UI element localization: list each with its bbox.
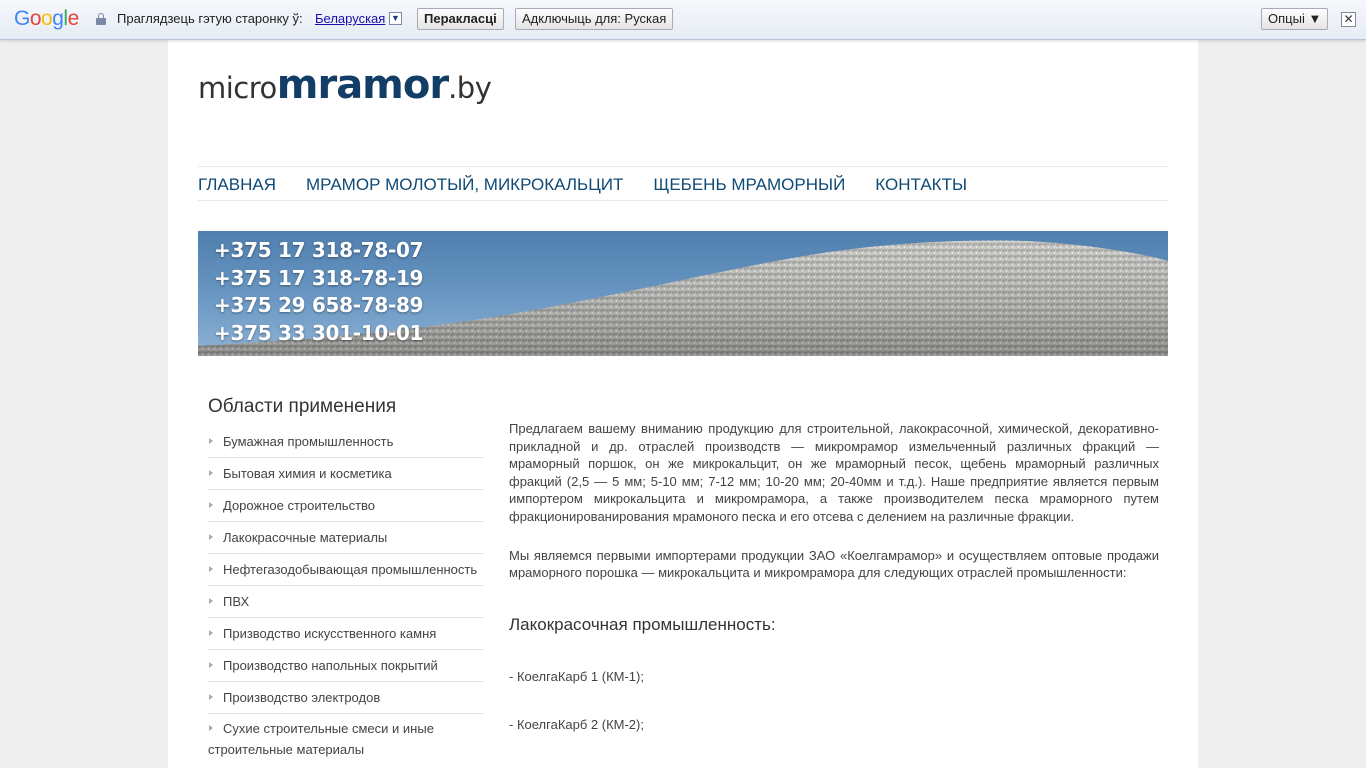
phone-number: +375 29 658-78-89 [214, 293, 424, 317]
nav-item-contacts[interactable]: КОНТАКТЫ [875, 175, 968, 194]
sidebar-item-pvc[interactable] [208, 586, 484, 618]
sidebar-item-label: Производство напольных покрытий [223, 658, 438, 673]
disable-translate-button[interactable]: Адключыць для: Руская [515, 8, 673, 30]
sidebar-item-household-chemistry[interactable] [208, 458, 484, 490]
google-logo-letter: G [14, 7, 30, 30]
phone-number: +375 17 318-78-19 [214, 265, 424, 290]
google-logo-letter: g [52, 7, 64, 30]
section-title: Лакокрасочная промышленность: [509, 614, 776, 634]
header-banner [198, 231, 1168, 356]
phone-list [214, 237, 423, 347]
sidebar-item-artificial-stone[interactable] [208, 618, 484, 650]
sidebar-item-paper[interactable] [208, 426, 484, 458]
sidebar-item-label: Бумажная промышленность [223, 434, 394, 449]
nav-item-marble-powder[interactable]: МРАМОР МОЛОТЫЙ, МИКРОКАЛЬЦИТ [305, 175, 624, 194]
main-nav [198, 166, 1168, 201]
language-select[interactable]: Беларуская [315, 11, 386, 26]
arrow-right-icon [209, 662, 213, 668]
arrow-right-icon [209, 438, 213, 444]
page-container [168, 40, 1198, 768]
product-item: - КоелгаКарб 1 (КМ-1); [509, 668, 644, 684]
sidebar-item-label: Сухие строительные смеси и иные строительные материалы [208, 721, 434, 757]
sidebar-item-floor-coverings[interactable] [208, 650, 484, 682]
arrow-right-icon [209, 725, 213, 731]
sidebar-item-oil-gas[interactable] [208, 554, 484, 586]
arrow-right-icon [209, 630, 213, 636]
sidebar [208, 396, 484, 760]
sidebar-item-dry-mixes[interactable] [208, 714, 484, 760]
nav-item-marble-gravel[interactable]: ЩЕБЕНЬ МРАМОРНЫЙ [653, 175, 846, 194]
product-item: - КоелгаКарб 2 (КМ-2); [509, 716, 644, 732]
main-content [509, 420, 1159, 764]
lock-icon [96, 13, 106, 25]
arrow-right-icon [209, 502, 213, 508]
arrow-right-icon [209, 534, 213, 540]
sidebar-item-label: ПВХ [223, 594, 250, 609]
arrow-right-icon [209, 598, 213, 604]
sidebar-item-label: Производство электродов [223, 690, 381, 705]
chevron-down-icon[interactable]: ▼ [389, 12, 402, 25]
sidebar-list [208, 426, 484, 760]
sidebar-item-label: Призводство искусственного камня [223, 626, 437, 641]
options-button[interactable]: Опцыі ▼ [1261, 8, 1328, 30]
translate-button[interactable]: Перакласці [417, 8, 504, 30]
translate-bar [0, 0, 1366, 40]
sidebar-title: Области применения [208, 396, 397, 417]
sidebar-item-electrodes[interactable] [208, 682, 484, 714]
arrow-right-icon [209, 470, 213, 476]
sidebar-item-label: Лакокрасочные материалы [223, 530, 388, 545]
sidebar-item-label: Нефтегазодобывающая промышленность [223, 562, 478, 577]
sidebar-item-road-construction[interactable] [208, 490, 484, 522]
google-logo-letter: o [29, 7, 42, 30]
phone-number: +375 17 318-78-07 [214, 238, 424, 262]
arrow-right-icon [209, 566, 213, 572]
sidebar-item-paints[interactable] [208, 522, 484, 554]
google-logo-letter: l [63, 7, 68, 30]
importer-paragraph: Мы являемся первыми импортерами продукции ЗАО «Коелгамрамор» и осуществляем оптовые продажи мраморного порошка — микрокальцита и микромрамора для следующих отраслей промышленности: [509, 547, 1159, 581]
translate-prompt: Праглядзець гэтую старонку ў: [117, 11, 303, 26]
sidebar-item-label: Бытовая химия и косметика [223, 466, 392, 481]
close-icon[interactable]: ✕ [1341, 12, 1356, 27]
nav-item-home[interactable]: ГЛАВНАЯ [198, 175, 276, 194]
google-logo-letter: o [41, 7, 53, 30]
google-logo-letter: e [67, 7, 79, 30]
sidebar-item-label: Дорожное строительство [223, 498, 376, 513]
logo-part-by: .by [448, 71, 492, 105]
intro-paragraph: Предлагаем вашему вниманию продукцию для строительной, лакокрасочной, химической, декоративно-прикладной и др. отраслей производств — микромрамор измельченный различных фракций — мраморный поршок, он же микрокальцит, он же мраморный песок, щебень мраморный различных фракций (2,5 — 5 мм; 5-10 мм; 7-12 мм; 10-20 мм; 20-40мм и т.д.). Наше предприятие является первым импортером микрокальцита и микромрамора, а также производителем песка мраморного путем фракционированирования мрамоного песка и его отсева с делением на различные фракции. [509, 421, 1159, 524]
phone-number: +375 33 301-10-01 [214, 320, 424, 345]
arrow-right-icon [209, 694, 213, 700]
google-logo [14, 7, 79, 31]
logo-part-micro: micro [198, 71, 277, 105]
logo-part-mramor: mramor [276, 62, 449, 108]
site-logo[interactable] [198, 62, 491, 108]
